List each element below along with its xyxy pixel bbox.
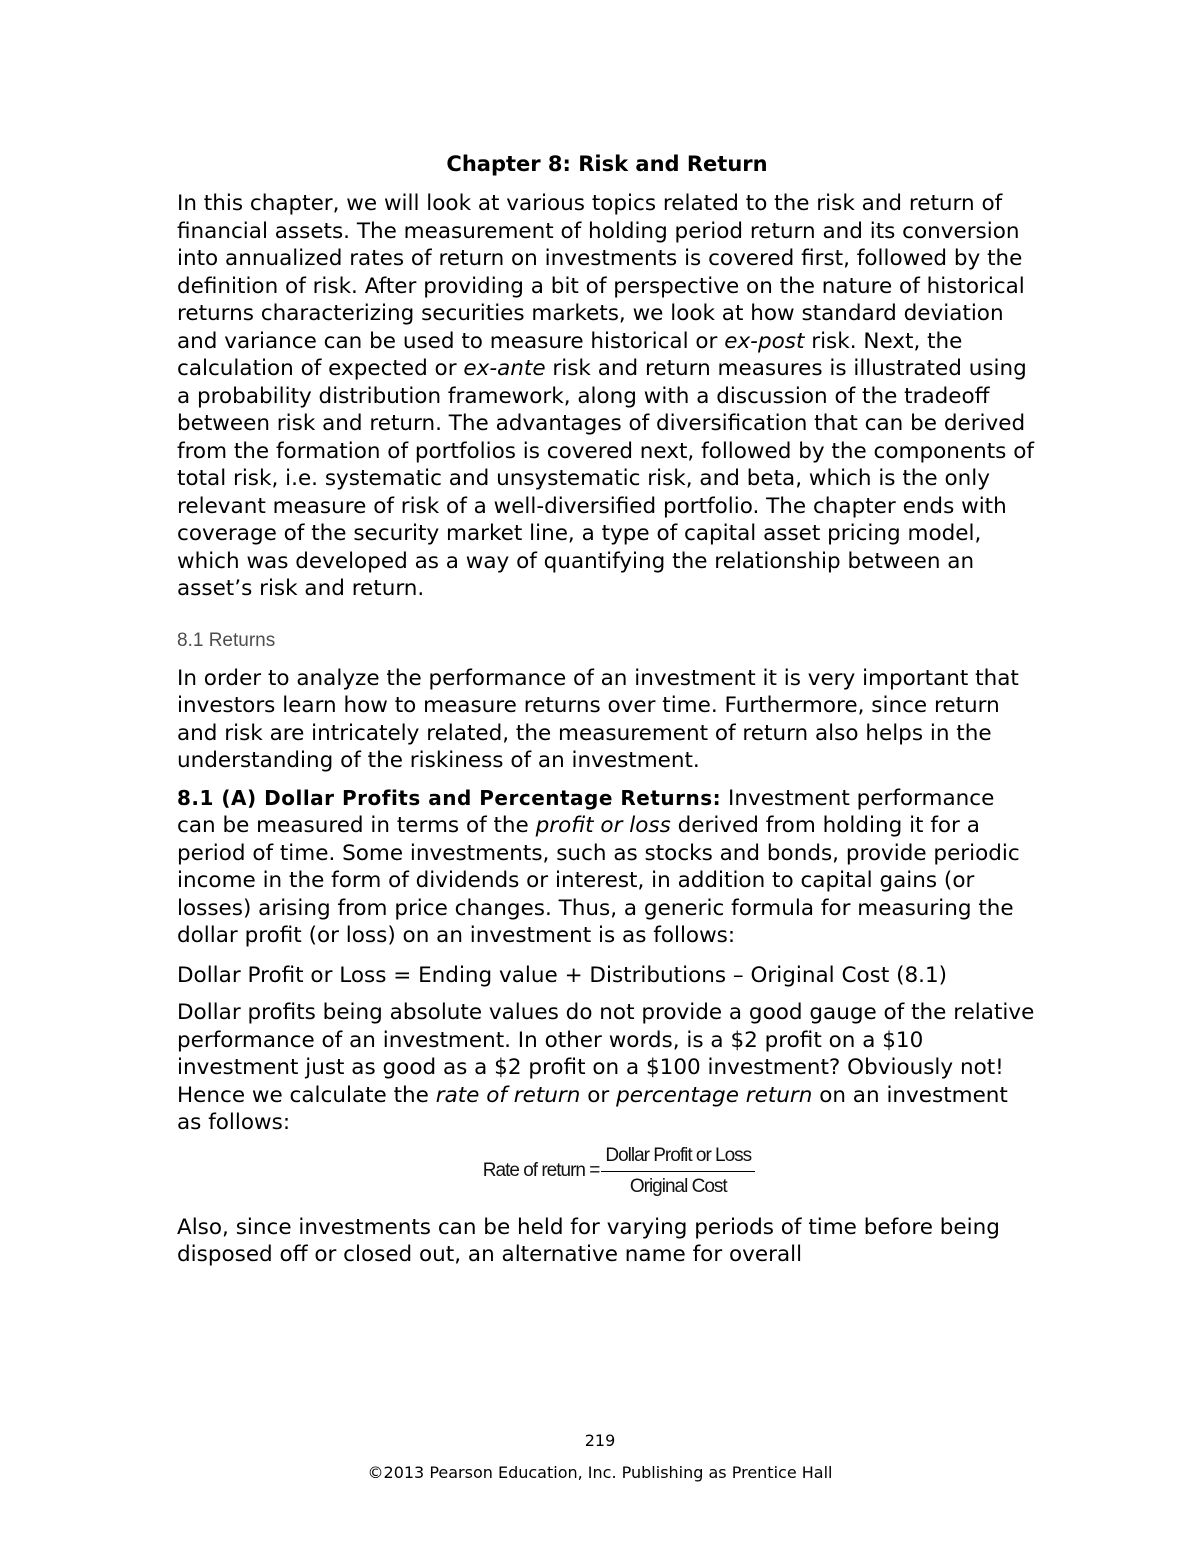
closing-paragraph: Also, since investments can be held for varying periods of time before being disposed off or closed out, an alternative name for overall <box>177 1214 1000 1267</box>
formula-denominator: Original Cost <box>629 1175 727 1197</box>
formula-fraction <box>601 1145 755 1198</box>
equation-8-1: Dollar Profit or Loss = Ending value + Distributions – Original Cost (8.1) <box>177 962 948 988</box>
document-page <box>177 148 1037 1269</box>
intro-text-3: risk and return measures is illustrated using a probability distribution framework, along with a discussion of the tradeoff between risk and return. The advantages of diversification that can be derived from the formation of portfolios is covered next, followed by the components of total risk, i.e. systematic and unsystematic risk, and beta, which is the only relevant measure of risk of a well-diversified portfolio. The chapter ends with coverage of the security market line, a type of capital asset pricing model, which was developed as a way of quantifying the relationship between an asset’s risk and return. <box>177 356 1034 601</box>
intro-text-2: risk. Next, the calculation of expected or <box>177 328 963 381</box>
intro-ex-post: ex-post <box>724 328 805 354</box>
page-number: 219 <box>584 1431 616 1450</box>
percentage-text-2: or <box>580 1082 617 1108</box>
dollar-profits-text-2: derived from holding it for a period of time. Some investments, such as stocks and bonds, provide periodic income in the form of dividends or interest, in addition to capital gains (or losses) arising from price changes. Thus, a generic formula for measuring the dollar profit (or loss) on an investment is as follows: <box>177 813 1020 948</box>
percentage-return-paragraph <box>177 999 1037 1137</box>
formula-lhs: Rate of return = <box>482 1160 600 1181</box>
percentage-text-1: Dollar profits being absolute values do not provide a good gauge of the relative performance of an investment. In other words, is a $2 profit on a $10 investment just as good as a $2 profit on a $100 investment? Obviously not! Hence we calculate the <box>177 1000 1035 1108</box>
copyright-notice: ©2013 Pearson Education, Inc. Publishing as Prentice Hall <box>367 1463 833 1482</box>
profit-or-loss-emphasis: profit or loss <box>535 813 671 838</box>
intro-text-1: In this chapter, we will look at various topics related to the risk and return of financial assets. The measurement of holding period return and its conversion into annualized rates of return on investments is covered first, followed by the definition of risk. After providing a bit of perspective on the nature of historical returns characterizing securities markets, we look at how standard deviation and variance can be used to measure historical or <box>177 191 1025 354</box>
rate-of-return-emphasis: rate of return <box>435 1082 581 1108</box>
intro-paragraph <box>177 190 1037 603</box>
percentage-return-emphasis: percentage return <box>616 1082 813 1108</box>
returns-paragraph: In order to analyze the performance of an investment it is very important that investors learn how to measure returns over time. Furthermore, since return and risk are intricately related, the measurement of return also helps in the understanding of the riskiness of an investment. <box>177 665 1019 773</box>
section-heading-returns: 8.1 Returns <box>177 629 276 651</box>
subsection-heading-dollar-profits: 8.1 (A) Dollar Profits and Percentage Returns: <box>177 785 722 810</box>
intro-ex-ante: ex-ante <box>463 356 546 381</box>
chapter-title: Chapter 8: Risk and Return <box>446 152 768 176</box>
formula-numerator: Dollar Profit or Loss <box>601 1145 755 1172</box>
dollar-profits-paragraph <box>177 785 1037 950</box>
percentage-text-3: on an investment as follows: <box>177 1082 1008 1135</box>
rate-of-return-formula <box>177 1145 1037 1198</box>
dollar-profits-text-1: Investment performance can be measured in terms of the <box>177 785 995 838</box>
